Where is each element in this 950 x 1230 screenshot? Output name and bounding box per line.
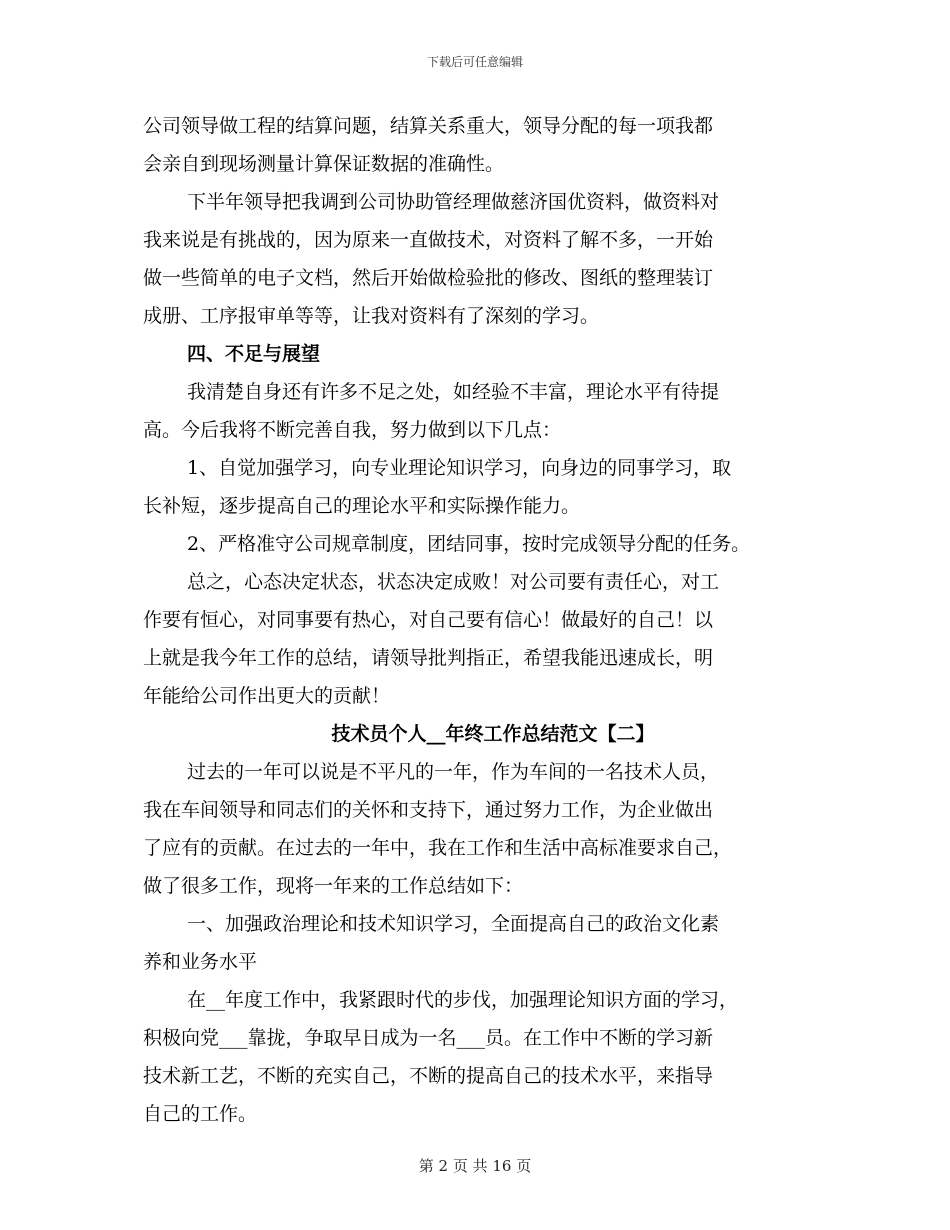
article-title: 技术员个人__年终工作总结范文【二】 bbox=[331, 723, 655, 745]
paragraph-line: 会亲自到现场测量计算保证数据的准确性。 bbox=[143, 153, 505, 175]
paragraph-line: 作要有恒心，对同事要有热心，对自己要有信心！做最好的自己！以 bbox=[143, 609, 714, 631]
page-header: 下载后可任意编辑 bbox=[426, 55, 523, 69]
paragraph-line: 下半年领导把我调到公司协助管经理做慈济国优资料，做资料对 bbox=[187, 191, 720, 213]
paragraph-line: 公司领导做工程的结算问题，结算关系重大，领导分配的每一项我都 bbox=[143, 115, 714, 137]
list-item-line: 1、自觉加强学习，向专业理论知识学习，向身边的同事学习，取 bbox=[187, 457, 732, 479]
paragraph-line: 技术新工艺，不断的充实自己，不断的提高自己的技术水平，来指导 bbox=[143, 1065, 714, 1087]
paragraph-line: 做一些简单的电子文档，然后开始做检验批的修改、图纸的整理装订 bbox=[143, 267, 714, 289]
paragraph-line: 了应有的贡献。在过去的一年中，我在工作和生活中高标准要求自己， bbox=[143, 837, 733, 859]
paragraph-line: 做了很多工作，现将一年来的工作总结如下： bbox=[143, 875, 524, 897]
paragraph-line: 成册、工序报审单等等，让我对资料有了深刻的学习。 bbox=[143, 305, 600, 327]
list-item-line: 2、严格准守公司规章制度，团结同事，按时完成领导分配的任务。 bbox=[187, 533, 751, 555]
section-heading: 四、不足与展望 bbox=[187, 343, 321, 365]
paragraph-line: 过去的一年可以说是不平凡的一年，作为车间的一名技术人员， bbox=[187, 761, 720, 783]
paragraph-line: 自己的工作。 bbox=[143, 1103, 258, 1125]
paragraph-line: 在__年度工作中，我紧跟时代的步伐，加强理论知识方面的学习， bbox=[187, 989, 739, 1011]
paragraph-line: 高。今后我将不断完善自我，努力做到以下几点： bbox=[143, 419, 562, 441]
paragraph-line: 积极向党___靠拢，争取早日成为一名___员。在工作中不断的学习新 bbox=[143, 1027, 714, 1049]
paragraph-line: 我清楚自身还有许多不足之处，如经验不丰富，理论水平有待提 bbox=[187, 381, 720, 403]
document-body bbox=[143, 107, 843, 1133]
paragraph-line: 上就是我今年工作的总结，请领导批判指正，希望我能迅速成长，明 bbox=[143, 647, 714, 669]
paragraph-line: 一、加强政治理论和技术知识学习，全面提高自己的政治文化素 bbox=[187, 913, 720, 935]
paragraph-line: 我来说是有挑战的，因为原来一直做技术，对资料了解不多，一开始 bbox=[143, 229, 714, 251]
page-footer: 第 2 页 共 16 页 bbox=[418, 1157, 532, 1175]
paragraph-line: 养和业务水平 bbox=[143, 951, 258, 973]
paragraph-line: 总之，心态决定状态，状态决定成败！对公司要有责任心，对工 bbox=[187, 571, 720, 593]
paragraph-line: 年能给公司作出更大的贡献！ bbox=[143, 685, 391, 707]
paragraph-line: 我在车间领导和同志们的关怀和支持下，通过努力工作，为企业做出 bbox=[143, 799, 714, 821]
list-item-line: 长补短，逐步提高自己的理论水平和实际操作能力。 bbox=[143, 495, 581, 517]
